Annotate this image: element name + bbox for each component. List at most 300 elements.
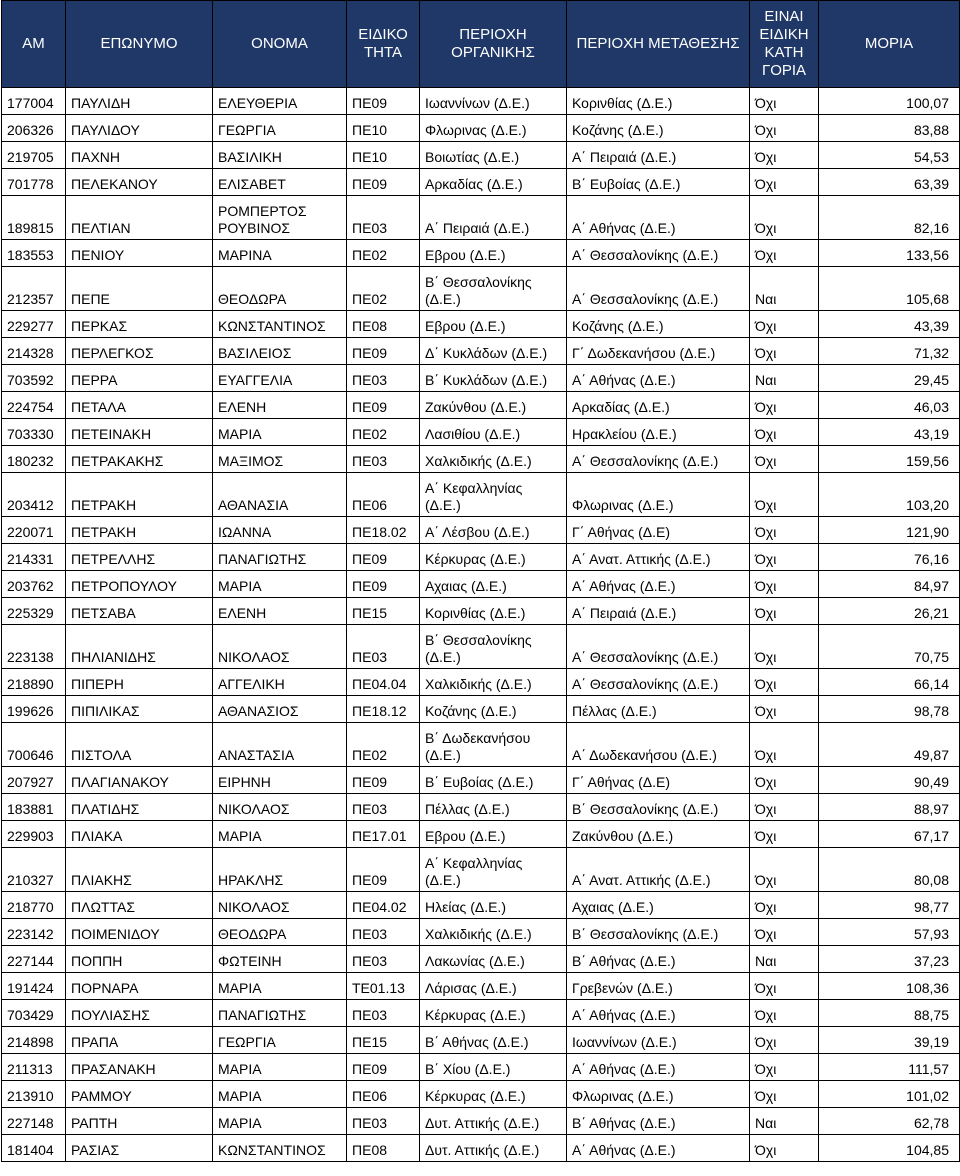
cell-am: 212357 xyxy=(2,267,66,311)
cell-moria: 98,78 xyxy=(819,696,960,723)
cell-eidikotita: ΠΕ18.12 xyxy=(347,696,420,723)
cell-eidiki-katigoria: Όχι xyxy=(750,1027,819,1054)
cell-moria: 111,57 xyxy=(819,1054,960,1081)
cell-moria: 57,93 xyxy=(819,919,960,946)
cell-eponymo: ΠΕΛΕΚΑΝΟΥ xyxy=(66,169,213,196)
cell-periochi-organikis: Χαλκιδικής (Δ.Ε.) xyxy=(420,919,567,946)
cell-eidikotita: ΠΕ09 xyxy=(347,88,420,115)
cell-eponymo: ΠΕΝΙΟΥ xyxy=(66,240,213,267)
cell-onoma: ΜΑΞΙΜΟΣ xyxy=(213,446,347,473)
table-row xyxy=(2,1108,960,1135)
table-row xyxy=(2,142,960,169)
cell-eidikotita: ΠΕ10 xyxy=(347,142,420,169)
cell-moria: 54,53 xyxy=(819,142,960,169)
cell-eponymo: ΠΕΡΛΕΓΚΟΣ xyxy=(66,338,213,365)
cell-eponymo: ΠΕΤΡΑΚΗ xyxy=(66,517,213,544)
table-row xyxy=(2,892,960,919)
cell-eponymo: ΠΕΤΡΕΛΛΗΣ xyxy=(66,544,213,571)
header-moria: ΜΟΡΙΑ xyxy=(819,1,960,88)
table-row xyxy=(2,517,960,544)
table-row xyxy=(2,419,960,446)
cell-periochi-organikis: Δυτ. Αττικής (Δ.Ε.) xyxy=(420,1135,567,1162)
table-row xyxy=(2,365,960,392)
cell-moria: 90,49 xyxy=(819,767,960,794)
cell-moria: 37,23 xyxy=(819,946,960,973)
cell-periochi-organikis: Φλωρινας (Δ.Ε.) xyxy=(420,115,567,142)
cell-onoma: ΜΑΡΙΑ xyxy=(213,1054,347,1081)
cell-eidiki-katigoria: Όχι xyxy=(750,848,819,892)
cell-eponymo: ΠΕΤΡΑΚΑΚΗΣ xyxy=(66,446,213,473)
cell-eponymo: ΠΕΤΡΑΚΗ xyxy=(66,473,213,517)
cell-periochi-organikis: Ηλείας (Δ.Ε.) xyxy=(420,892,567,919)
cell-periochi-organikis: Β΄ Χίου (Δ.Ε.) xyxy=(420,1054,567,1081)
cell-eponymo: ΠΛΙΑΚΗΣ xyxy=(66,848,213,892)
cell-periochi-organikis: Β΄ Θεσσαλονίκης (Δ.Ε.) xyxy=(420,625,567,669)
cell-eidikotita: ΠΕ17.01 xyxy=(347,821,420,848)
cell-am: 199626 xyxy=(2,696,66,723)
cell-am: 191424 xyxy=(2,973,66,1000)
cell-eidikotita: ΠΕ18.02 xyxy=(347,517,420,544)
cell-periochi-organikis: Β΄ Αθήνας (Δ.Ε.) xyxy=(420,1027,567,1054)
cell-periochi-metathesis: Α΄ Θεσσαλονίκης (Δ.Ε.) xyxy=(567,669,750,696)
cell-periochi-metathesis: Γ΄ Δωδεκανήσου (Δ.Ε.) xyxy=(567,338,750,365)
cell-eponymo: ΠΕΤΡΟΠΟΥΛΟΥ xyxy=(66,571,213,598)
cell-periochi-metathesis: Αχαιας (Δ.Ε.) xyxy=(567,892,750,919)
cell-onoma: ΚΩΝΣΤΑΝΤΙΝΟΣ xyxy=(213,1135,347,1162)
cell-onoma: ΙΩΑΝΝΑ xyxy=(213,517,347,544)
cell-eidiki-katigoria: Όχι xyxy=(750,1081,819,1108)
cell-am: 703429 xyxy=(2,1000,66,1027)
table-row xyxy=(2,946,960,973)
cell-am: 227148 xyxy=(2,1108,66,1135)
cell-eponymo: ΠΛΙΑΚΑ xyxy=(66,821,213,848)
cell-moria: 133,56 xyxy=(819,240,960,267)
cell-periochi-organikis: Λασιθίου (Δ.Ε.) xyxy=(420,419,567,446)
cell-onoma: ΜΑΡΙΑ xyxy=(213,419,347,446)
cell-periochi-organikis: Α΄ Κεφαλληνίας (Δ.Ε.) xyxy=(420,473,567,517)
table-row xyxy=(2,1054,960,1081)
cell-onoma: ΝΙΚΟΛΑΟΣ xyxy=(213,625,347,669)
cell-moria: 67,17 xyxy=(819,821,960,848)
cell-eponymo: ΠΕΛΤΙΑΝ xyxy=(66,196,213,240)
table-row xyxy=(2,311,960,338)
cell-eidiki-katigoria: Όχι xyxy=(750,196,819,240)
cell-moria: 98,77 xyxy=(819,892,960,919)
cell-eponymo: ΠΙΠΙΛΙΚΑΣ xyxy=(66,696,213,723)
cell-am: 211313 xyxy=(2,1054,66,1081)
cell-moria: 103,20 xyxy=(819,473,960,517)
cell-am: 183553 xyxy=(2,240,66,267)
cell-onoma: ΕΙΡΗΝΗ xyxy=(213,767,347,794)
cell-periochi-metathesis: Α΄ Θεσσαλονίκης (Δ.Ε.) xyxy=(567,267,750,311)
cell-onoma: ΝΙΚΟΛΑΟΣ xyxy=(213,892,347,919)
cell-periochi-organikis: Λακωνίας (Δ.Ε.) xyxy=(420,946,567,973)
cell-onoma: ΒΑΣΙΛΙΚΗ xyxy=(213,142,347,169)
cell-eidiki-katigoria: Όχι xyxy=(750,821,819,848)
table-row xyxy=(2,598,960,625)
cell-periochi-metathesis: Β΄ Ευβοίας (Δ.Ε.) xyxy=(567,169,750,196)
cell-onoma: ΕΛΙΣΑΒΕΤ xyxy=(213,169,347,196)
cell-periochi-metathesis: Α΄ Θεσσαλονίκης (Δ.Ε.) xyxy=(567,446,750,473)
cell-eidiki-katigoria: Όχι xyxy=(750,767,819,794)
cell-am: 180232 xyxy=(2,446,66,473)
cell-eponymo: ΠΗΛΙΑΝΙΔΗΣ xyxy=(66,625,213,669)
cell-eidiki-katigoria: Όχι xyxy=(750,473,819,517)
cell-eponymo: ΠΟΠΠΗ xyxy=(66,946,213,973)
cell-eidiki-katigoria: Όχι xyxy=(750,598,819,625)
cell-periochi-organikis: Αχαιας (Δ.Ε.) xyxy=(420,571,567,598)
table-row xyxy=(2,669,960,696)
cell-eponymo: ΠΑΥΛΙΔΗ xyxy=(66,88,213,115)
cell-am: 214328 xyxy=(2,338,66,365)
cell-am: 223138 xyxy=(2,625,66,669)
cell-eidiki-katigoria: Όχι xyxy=(750,240,819,267)
header-am: ΑΜ xyxy=(2,1,66,88)
cell-eidiki-katigoria: Όχι xyxy=(750,794,819,821)
cell-eponymo: ΠΛΑΤΙΔΗΣ xyxy=(66,794,213,821)
cell-am: 218890 xyxy=(2,669,66,696)
cell-periochi-metathesis: Ιωαννίνων (Δ.Ε.) xyxy=(567,1027,750,1054)
cell-moria: 26,21 xyxy=(819,598,960,625)
cell-eidikotita: ΠΕ03 xyxy=(347,196,420,240)
cell-eidiki-katigoria: Όχι xyxy=(750,571,819,598)
cell-am: 701778 xyxy=(2,169,66,196)
cell-onoma: ΜΑΡΙΑ xyxy=(213,1081,347,1108)
cell-onoma: ΓΕΩΡΓΙΑ xyxy=(213,115,347,142)
cell-am: 206326 xyxy=(2,115,66,142)
cell-eidikotita: ΠΕ02 xyxy=(347,240,420,267)
cell-onoma: ΕΥΑΓΓΕΛΙΑ xyxy=(213,365,347,392)
cell-eidiki-katigoria: Όχι xyxy=(750,446,819,473)
cell-periochi-metathesis: Γ΄ Αθήνας (Δ.Ε) xyxy=(567,517,750,544)
table-row xyxy=(2,625,960,669)
cell-am: 223142 xyxy=(2,919,66,946)
cell-eidikotita: ΠΕ09 xyxy=(347,544,420,571)
table-row xyxy=(2,1135,960,1162)
cell-periochi-metathesis: Πέλλας (Δ.Ε.) xyxy=(567,696,750,723)
cell-periochi-organikis: Ιωαννίνων (Δ.Ε.) xyxy=(420,88,567,115)
cell-eidiki-katigoria: Όχι xyxy=(750,338,819,365)
cell-moria: 108,36 xyxy=(819,973,960,1000)
cell-eidiki-katigoria: Όχι xyxy=(750,517,819,544)
cell-onoma: ΜΑΡΙΑ xyxy=(213,571,347,598)
cell-periochi-organikis: Εβρου (Δ.Ε.) xyxy=(420,311,567,338)
cell-am: 181404 xyxy=(2,1135,66,1162)
cell-eidiki-katigoria: Όχι xyxy=(750,973,819,1000)
cell-am: 220071 xyxy=(2,517,66,544)
cell-periochi-organikis: Εβρου (Δ.Ε.) xyxy=(420,240,567,267)
cell-eidikotita: ΠΕ06 xyxy=(347,1081,420,1108)
cell-periochi-organikis: Χαλκιδικής (Δ.Ε.) xyxy=(420,446,567,473)
cell-periochi-organikis: Ζακύνθου (Δ.Ε.) xyxy=(420,392,567,419)
table-row xyxy=(2,1000,960,1027)
cell-periochi-organikis: Κέρκυρας (Δ.Ε.) xyxy=(420,1000,567,1027)
cell-eidiki-katigoria: Όχι xyxy=(750,696,819,723)
table-row xyxy=(2,392,960,419)
cell-onoma: ΘΕΟΔΩΡΑ xyxy=(213,919,347,946)
cell-eidiki-katigoria: Όχι xyxy=(750,1135,819,1162)
cell-eidikotita: ΤΕ01.13 xyxy=(347,973,420,1000)
cell-moria: 49,87 xyxy=(819,723,960,767)
cell-onoma: ΝΙΚΟΛΑΟΣ xyxy=(213,794,347,821)
cell-am: 214331 xyxy=(2,544,66,571)
cell-periochi-organikis: Αρκαδίας (Δ.Ε.) xyxy=(420,169,567,196)
cell-eidikotita: ΠΕ04.02 xyxy=(347,892,420,919)
cell-onoma: ΠΑΝΑΓΙΩΤΗΣ xyxy=(213,544,347,571)
cell-eidikotita: ΠΕ09 xyxy=(347,338,420,365)
cell-moria: 104,85 xyxy=(819,1135,960,1162)
cell-eponymo: ΠΕΤΣΑΒΑ xyxy=(66,598,213,625)
table-row xyxy=(2,571,960,598)
cell-onoma: ΜΑΡΙΑ xyxy=(213,973,347,1000)
cell-eidikotita: ΠΕ03 xyxy=(347,625,420,669)
cell-am: 219705 xyxy=(2,142,66,169)
cell-eidikotita: ΠΕ04.04 xyxy=(347,669,420,696)
cell-eidiki-katigoria: Όχι xyxy=(750,419,819,446)
cell-am: 229277 xyxy=(2,311,66,338)
cell-moria: 43,19 xyxy=(819,419,960,446)
cell-moria: 159,56 xyxy=(819,446,960,473)
cell-moria: 66,14 xyxy=(819,669,960,696)
table-row xyxy=(2,338,960,365)
cell-periochi-metathesis: Αρκαδίας (Δ.Ε.) xyxy=(567,392,750,419)
cell-periochi-metathesis: Α΄ Θεσσαλονίκης (Δ.Ε.) xyxy=(567,625,750,669)
cell-eidiki-katigoria: Όχι xyxy=(750,723,819,767)
cell-onoma: ΑΘΑΝΑΣΙΟΣ xyxy=(213,696,347,723)
cell-eidikotita: ΠΕ02 xyxy=(347,419,420,446)
cell-eidiki-katigoria: Όχι xyxy=(750,919,819,946)
cell-periochi-organikis: Κέρκυρας (Δ.Ε.) xyxy=(420,544,567,571)
cell-eponymo: ΠΟΙΜΕΝΙΔΟΥ xyxy=(66,919,213,946)
cell-eidikotita: ΠΕ02 xyxy=(347,723,420,767)
header-eidiki-katigoria: ΕΙΝΑΙ ΕΙΔΙΚΗ ΚΑΤΗ ΓΟΡΙΑ xyxy=(750,1,819,88)
cell-eidiki-katigoria: Όχι xyxy=(750,544,819,571)
cell-periochi-organikis: Β΄ Ευβοίας (Δ.Ε.) xyxy=(420,767,567,794)
table-row xyxy=(2,240,960,267)
cell-am: 229903 xyxy=(2,821,66,848)
cell-moria: 70,75 xyxy=(819,625,960,669)
cell-eponymo: ΠΛΑΓΙΑΝΑΚΟΥ xyxy=(66,767,213,794)
cell-moria: 88,97 xyxy=(819,794,960,821)
cell-eidiki-katigoria: Όχι xyxy=(750,142,819,169)
header-row xyxy=(2,1,960,88)
cell-eidikotita: ΠΕ09 xyxy=(347,767,420,794)
cell-onoma: ΓΕΩΡΓΙΑ xyxy=(213,1027,347,1054)
cell-periochi-organikis: Λάρισας (Δ.Ε.) xyxy=(420,973,567,1000)
cell-periochi-organikis: Βοιωτίας (Δ.Ε.) xyxy=(420,142,567,169)
cell-eidikotita: ΠΕ15 xyxy=(347,1027,420,1054)
cell-onoma: ΘΕΟΔΩΡΑ xyxy=(213,267,347,311)
cell-am: 214898 xyxy=(2,1027,66,1054)
cell-moria: 105,68 xyxy=(819,267,960,311)
cell-periochi-organikis: Β΄ Κυκλάδων (Δ.Ε.) xyxy=(420,365,567,392)
cell-eidikotita: ΠΕ10 xyxy=(347,115,420,142)
cell-periochi-metathesis: Φλωρινας (Δ.Ε.) xyxy=(567,473,750,517)
cell-periochi-metathesis: Ηρακλείου (Δ.Ε.) xyxy=(567,419,750,446)
table-row xyxy=(2,169,960,196)
table-row xyxy=(2,473,960,517)
cell-am: 203412 xyxy=(2,473,66,517)
cell-moria: 100,07 xyxy=(819,88,960,115)
cell-periochi-metathesis: Κοζάνης (Δ.Ε.) xyxy=(567,115,750,142)
cell-eponymo: ΠΕΡΡΑ xyxy=(66,365,213,392)
cell-periochi-organikis: Α΄ Λέσβου (Δ.Ε.) xyxy=(420,517,567,544)
cell-periochi-metathesis: Α΄ Δωδεκανήσου (Δ.Ε.) xyxy=(567,723,750,767)
cell-eponymo: ΠΕΤΑΛΑ xyxy=(66,392,213,419)
cell-eidikotita: ΠΕ09 xyxy=(347,848,420,892)
cell-eidikotita: ΠΕ03 xyxy=(347,365,420,392)
table-row xyxy=(2,696,960,723)
table-row xyxy=(2,794,960,821)
table-row xyxy=(2,973,960,1000)
cell-am: 189815 xyxy=(2,196,66,240)
header-onoma: ΟΝΟΜΑ xyxy=(213,1,347,88)
cell-eidiki-katigoria: Ναι xyxy=(750,267,819,311)
cell-onoma: ΦΩΤΕΙΝΗ xyxy=(213,946,347,973)
cell-eidiki-katigoria: Ναι xyxy=(750,946,819,973)
cell-onoma: ΚΩΝΣΤΑΝΤΙΝΟΣ xyxy=(213,311,347,338)
cell-moria: 63,39 xyxy=(819,169,960,196)
cell-periochi-organikis: Β΄ Θεσσαλονίκης (Δ.Ε.) xyxy=(420,267,567,311)
cell-periochi-metathesis: Α΄ Αθήνας (Δ.Ε.) xyxy=(567,1000,750,1027)
cell-eidikotita: ΠΕ09 xyxy=(347,392,420,419)
cell-eidiki-katigoria: Όχι xyxy=(750,169,819,196)
cell-moria: 29,45 xyxy=(819,365,960,392)
cell-eidiki-katigoria: Όχι xyxy=(750,392,819,419)
cell-periochi-metathesis: Α΄ Αθήνας (Δ.Ε.) xyxy=(567,1135,750,1162)
cell-eidikotita: ΠΕ03 xyxy=(347,919,420,946)
cell-eponymo: ΠΑΥΛΙΔΟΥ xyxy=(66,115,213,142)
cell-am: 224754 xyxy=(2,392,66,419)
cell-eponymo: ΠΕΠΕ xyxy=(66,267,213,311)
cell-eidikotita: ΠΕ15 xyxy=(347,598,420,625)
cell-am: 207927 xyxy=(2,767,66,794)
cell-onoma: ΡΟΜΠΕΡΤΟΣ ΡΟΥΒΙΝΟΣ xyxy=(213,196,347,240)
cell-moria: 101,02 xyxy=(819,1081,960,1108)
cell-onoma: ΕΛΕΝΗ xyxy=(213,598,347,625)
cell-am: 700646 xyxy=(2,723,66,767)
cell-moria: 83,88 xyxy=(819,115,960,142)
cell-periochi-metathesis: Β΄ Θεσσαλονίκης (Δ.Ε.) xyxy=(567,794,750,821)
cell-eponymo: ΠΡΑΠΑ xyxy=(66,1027,213,1054)
cell-moria: 46,03 xyxy=(819,392,960,419)
cell-eponymo: ΠΟΥΛΙΑΣΗΣ xyxy=(66,1000,213,1027)
cell-periochi-organikis: Χαλκιδικής (Δ.Ε.) xyxy=(420,669,567,696)
cell-periochi-organikis: Α΄ Πειραιά (Δ.Ε.) xyxy=(420,196,567,240)
cell-onoma: ΑΝΑΣΤΑΣΙΑ xyxy=(213,723,347,767)
cell-periochi-organikis: Εβρου (Δ.Ε.) xyxy=(420,821,567,848)
table-row xyxy=(2,919,960,946)
cell-onoma: ΑΓΓΕΛΙΚΗ xyxy=(213,669,347,696)
cell-periochi-metathesis: Α΄ Αθήνας (Δ.Ε.) xyxy=(567,1054,750,1081)
table-row xyxy=(2,848,960,892)
cell-eponymo: ΡΑΣΙΑΣ xyxy=(66,1135,213,1162)
header-eponymo: ΕΠΩΝΥΜΟ xyxy=(66,1,213,88)
cell-eidiki-katigoria: Όχι xyxy=(750,311,819,338)
header-eidikotita: ΕΙΔΙΚΟ ΤΗΤΑ xyxy=(347,1,420,88)
cell-am: 225329 xyxy=(2,598,66,625)
cell-periochi-organikis: Πέλλας (Δ.Ε.) xyxy=(420,794,567,821)
table-row xyxy=(2,1081,960,1108)
cell-moria: 62,78 xyxy=(819,1108,960,1135)
cell-periochi-metathesis: Φλωρινας (Δ.Ε.) xyxy=(567,1081,750,1108)
cell-periochi-metathesis: Α΄ Αθήνας (Δ.Ε.) xyxy=(567,196,750,240)
cell-moria: 82,16 xyxy=(819,196,960,240)
cell-eidikotita: ΠΕ09 xyxy=(347,1054,420,1081)
cell-onoma: ΠΑΝΑΓΙΩΤΗΣ xyxy=(213,1000,347,1027)
cell-eidikotita: ΠΕ02 xyxy=(347,267,420,311)
cell-onoma: ΕΛΕΝΗ xyxy=(213,392,347,419)
cell-periochi-metathesis: Ζακύνθου (Δ.Ε.) xyxy=(567,821,750,848)
cell-eidiki-katigoria: Όχι xyxy=(750,669,819,696)
cell-onoma: ΒΑΣΙΛΕΙΟΣ xyxy=(213,338,347,365)
cell-am: 703592 xyxy=(2,365,66,392)
cell-eidikotita: ΠΕ03 xyxy=(347,1108,420,1135)
cell-moria: 76,16 xyxy=(819,544,960,571)
cell-onoma: ΕΛΕΥΘΕΡΙΑ xyxy=(213,88,347,115)
cell-am: 227144 xyxy=(2,946,66,973)
cell-eponymo: ΡΑΜΜΟΥ xyxy=(66,1081,213,1108)
cell-eidikotita: ΠΕ09 xyxy=(347,571,420,598)
cell-moria: 43,39 xyxy=(819,311,960,338)
table-row xyxy=(2,115,960,142)
cell-periochi-organikis: Α΄ Κεφαλληνίας (Δ.Ε.) xyxy=(420,848,567,892)
cell-periochi-metathesis: Α΄ Αθήνας (Δ.Ε.) xyxy=(567,571,750,598)
table-row xyxy=(2,821,960,848)
cell-eidiki-katigoria: Ναι xyxy=(750,1108,819,1135)
results-table xyxy=(1,0,960,1162)
cell-eidiki-katigoria: Όχι xyxy=(750,892,819,919)
cell-am: 210327 xyxy=(2,848,66,892)
cell-periochi-metathesis: Β΄ Αθήνας (Δ.Ε.) xyxy=(567,946,750,973)
table-row xyxy=(2,267,960,311)
cell-periochi-metathesis: Α΄ Αθήνας (Δ.Ε.) xyxy=(567,365,750,392)
cell-eidikotita: ΠΕ03 xyxy=(347,446,420,473)
cell-periochi-metathesis: Κοζάνης (Δ.Ε.) xyxy=(567,311,750,338)
cell-moria: 84,97 xyxy=(819,571,960,598)
cell-eponymo: ΠΙΠΕΡΗ xyxy=(66,669,213,696)
table-row xyxy=(2,88,960,115)
cell-periochi-metathesis: Α΄ Πειραιά (Δ.Ε.) xyxy=(567,598,750,625)
cell-eponymo: ΠΕΤΕΙΝΑΚΗ xyxy=(66,419,213,446)
cell-moria: 121,90 xyxy=(819,517,960,544)
cell-eidiki-katigoria: Όχι xyxy=(750,1054,819,1081)
cell-eidiki-katigoria: Ναι xyxy=(750,365,819,392)
cell-onoma: ΜΑΡΙΝΑ xyxy=(213,240,347,267)
cell-periochi-metathesis: Α΄ Ανατ. Αττικής (Δ.Ε.) xyxy=(567,848,750,892)
cell-onoma: ΗΡΑΚΛΗΣ xyxy=(213,848,347,892)
table-row xyxy=(2,196,960,240)
table-body xyxy=(2,88,960,1162)
cell-eidiki-katigoria: Όχι xyxy=(750,88,819,115)
table-row xyxy=(2,723,960,767)
cell-periochi-metathesis: Α΄ Θεσσαλονίκης (Δ.Ε.) xyxy=(567,240,750,267)
cell-am: 218770 xyxy=(2,892,66,919)
cell-am: 213910 xyxy=(2,1081,66,1108)
cell-periochi-metathesis: Α΄ Πειραιά (Δ.Ε.) xyxy=(567,142,750,169)
cell-periochi-organikis: Β΄ Δωδεκανήσου (Δ.Ε.) xyxy=(420,723,567,767)
cell-eponymo: ΠΕΡΚΑΣ xyxy=(66,311,213,338)
cell-onoma: ΜΑΡΙΑ xyxy=(213,1108,347,1135)
cell-onoma: ΑΘΑΝΑΣΙΑ xyxy=(213,473,347,517)
cell-am: 177004 xyxy=(2,88,66,115)
cell-eidikotita: ΠΕ03 xyxy=(347,946,420,973)
cell-eidikotita: ΠΕ09 xyxy=(347,169,420,196)
cell-periochi-metathesis: Β΄ Αθήνας (Δ.Ε.) xyxy=(567,1108,750,1135)
cell-moria: 71,32 xyxy=(819,338,960,365)
cell-periochi-organikis: Κορινθίας (Δ.Ε.) xyxy=(420,598,567,625)
cell-eponymo: ΠΙΣΤΟΛΑ xyxy=(66,723,213,767)
